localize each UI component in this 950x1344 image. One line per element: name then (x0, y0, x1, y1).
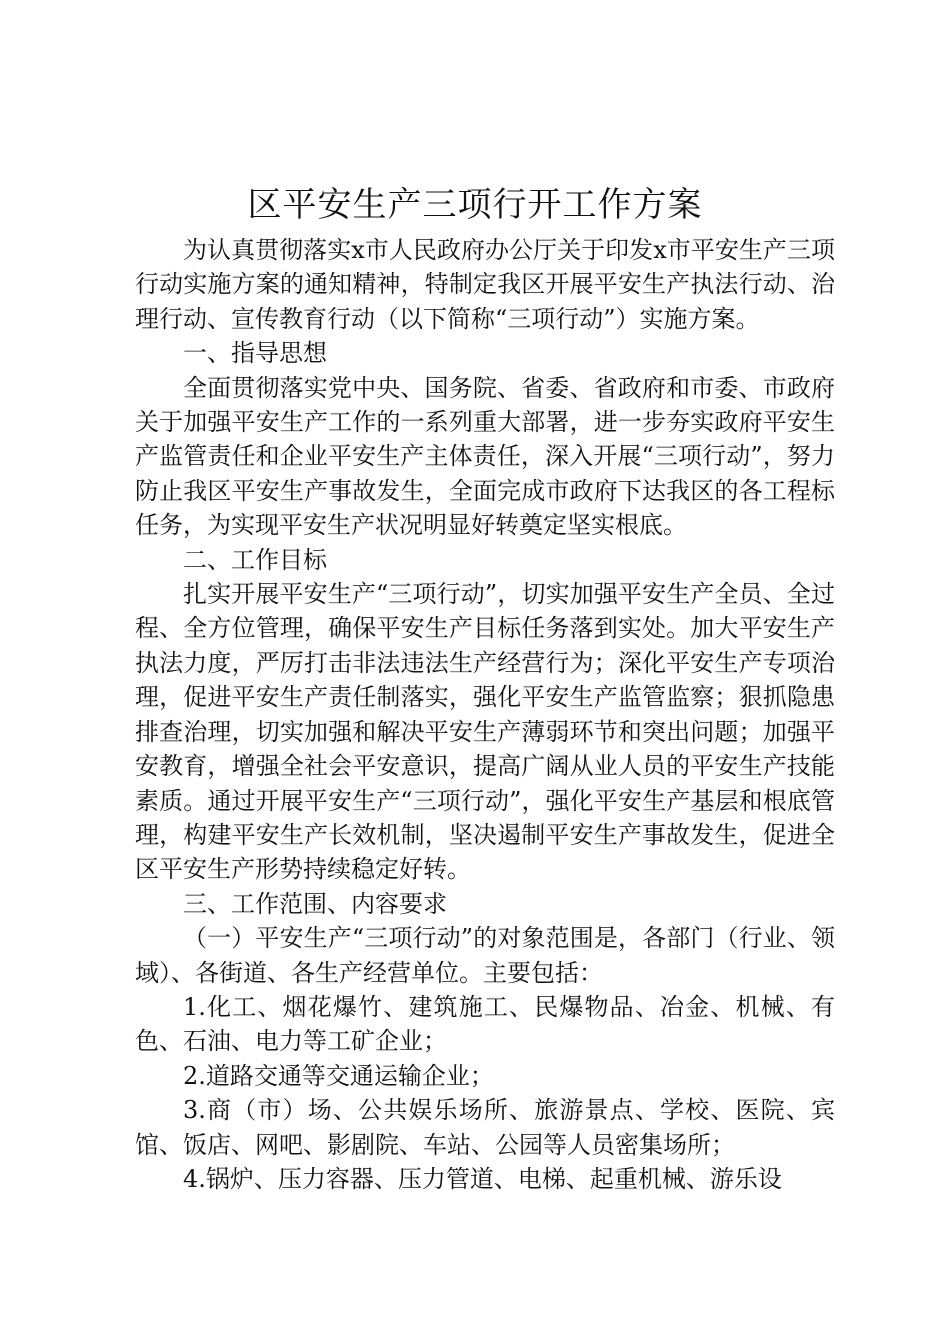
paragraph-intro: 为认真贯彻落实x市人民政府办公厅关于印发x市平安生产三项行动实施方案的通知精神，特制定我区开展平安生产执法行动、治理行动、宣传教育行动（以下简称“三项行动”）实施方案。 (135, 236, 835, 333)
paragraph-work-goals: 扎实开展平安生产“三项行动”，切实加强平安生产全员、全过程、全方位管理，确保平安生产目标任务落到实处。加大平安生产执法力度，严厉打击非法违法生产经营行为；深化平安生产专项治理，促进平安生产责任制落实，强化平安生产监管监察；狠抓隐患排查治理，切实加强和解决平安生产薄弱环节和突出问题；加强平安教育，增强全社会平安意识，提高广阔从业人员的平安生产技能素质。通过开展平安生产“三项行动”，强化平安生产基层和根底管理，构建平安生产长效机制，坚决遏制平安生产事故发生，促进全区平安生产形势持续稳定好转。 (135, 580, 835, 884)
list-item-1: 1.化工、烟花爆竹、建筑施工、民爆物品、冶金、机械、有色、石油、电力等工矿企业； (135, 992, 835, 1056)
document-title: 区平安生产三项行开工作方案 (247, 185, 703, 225)
list-item-3: 3.商（市）场、公共娱乐场所、旅游景点、学校、医院、宾馆、饭店、网吧、影剧院、车站、公园等人员密集场所； (135, 1096, 835, 1159)
paragraph-scope-intro: （一）平安生产“三项行动”的对象范围是，各部门（行业、领域）、各街道、各生产经营单位。主要包括： (135, 924, 835, 987)
section-heading-guiding-thought: 一、指导思想 (183, 339, 327, 368)
paragraph-guiding-thought: 全面贯彻落实党中央、国务院、省委、省政府和市委、市政府关于加强平安生产工作的一系列重大部署，进一步夯实政府平安生产监管责任和企业平安生产主体责任，深入开展“三项行动”，努力防止我区平安生产事故发生，全面完成市政府下达我区的各工程标任务，为实现平安生产状况明显好转奠定坚实根底。 (135, 373, 835, 540)
document-body (135, 233, 835, 1196)
list-item-2: 2.道路交通等交通运输企业； (183, 1061, 494, 1090)
list-item-4: 4.锅炉、压力容器、压力管道、电梯、起重机械、游乐设 (183, 1164, 782, 1193)
section-heading-scope: 三、工作范围、内容要求 (183, 889, 447, 918)
section-heading-work-goals: 二、工作目标 (183, 545, 327, 574)
